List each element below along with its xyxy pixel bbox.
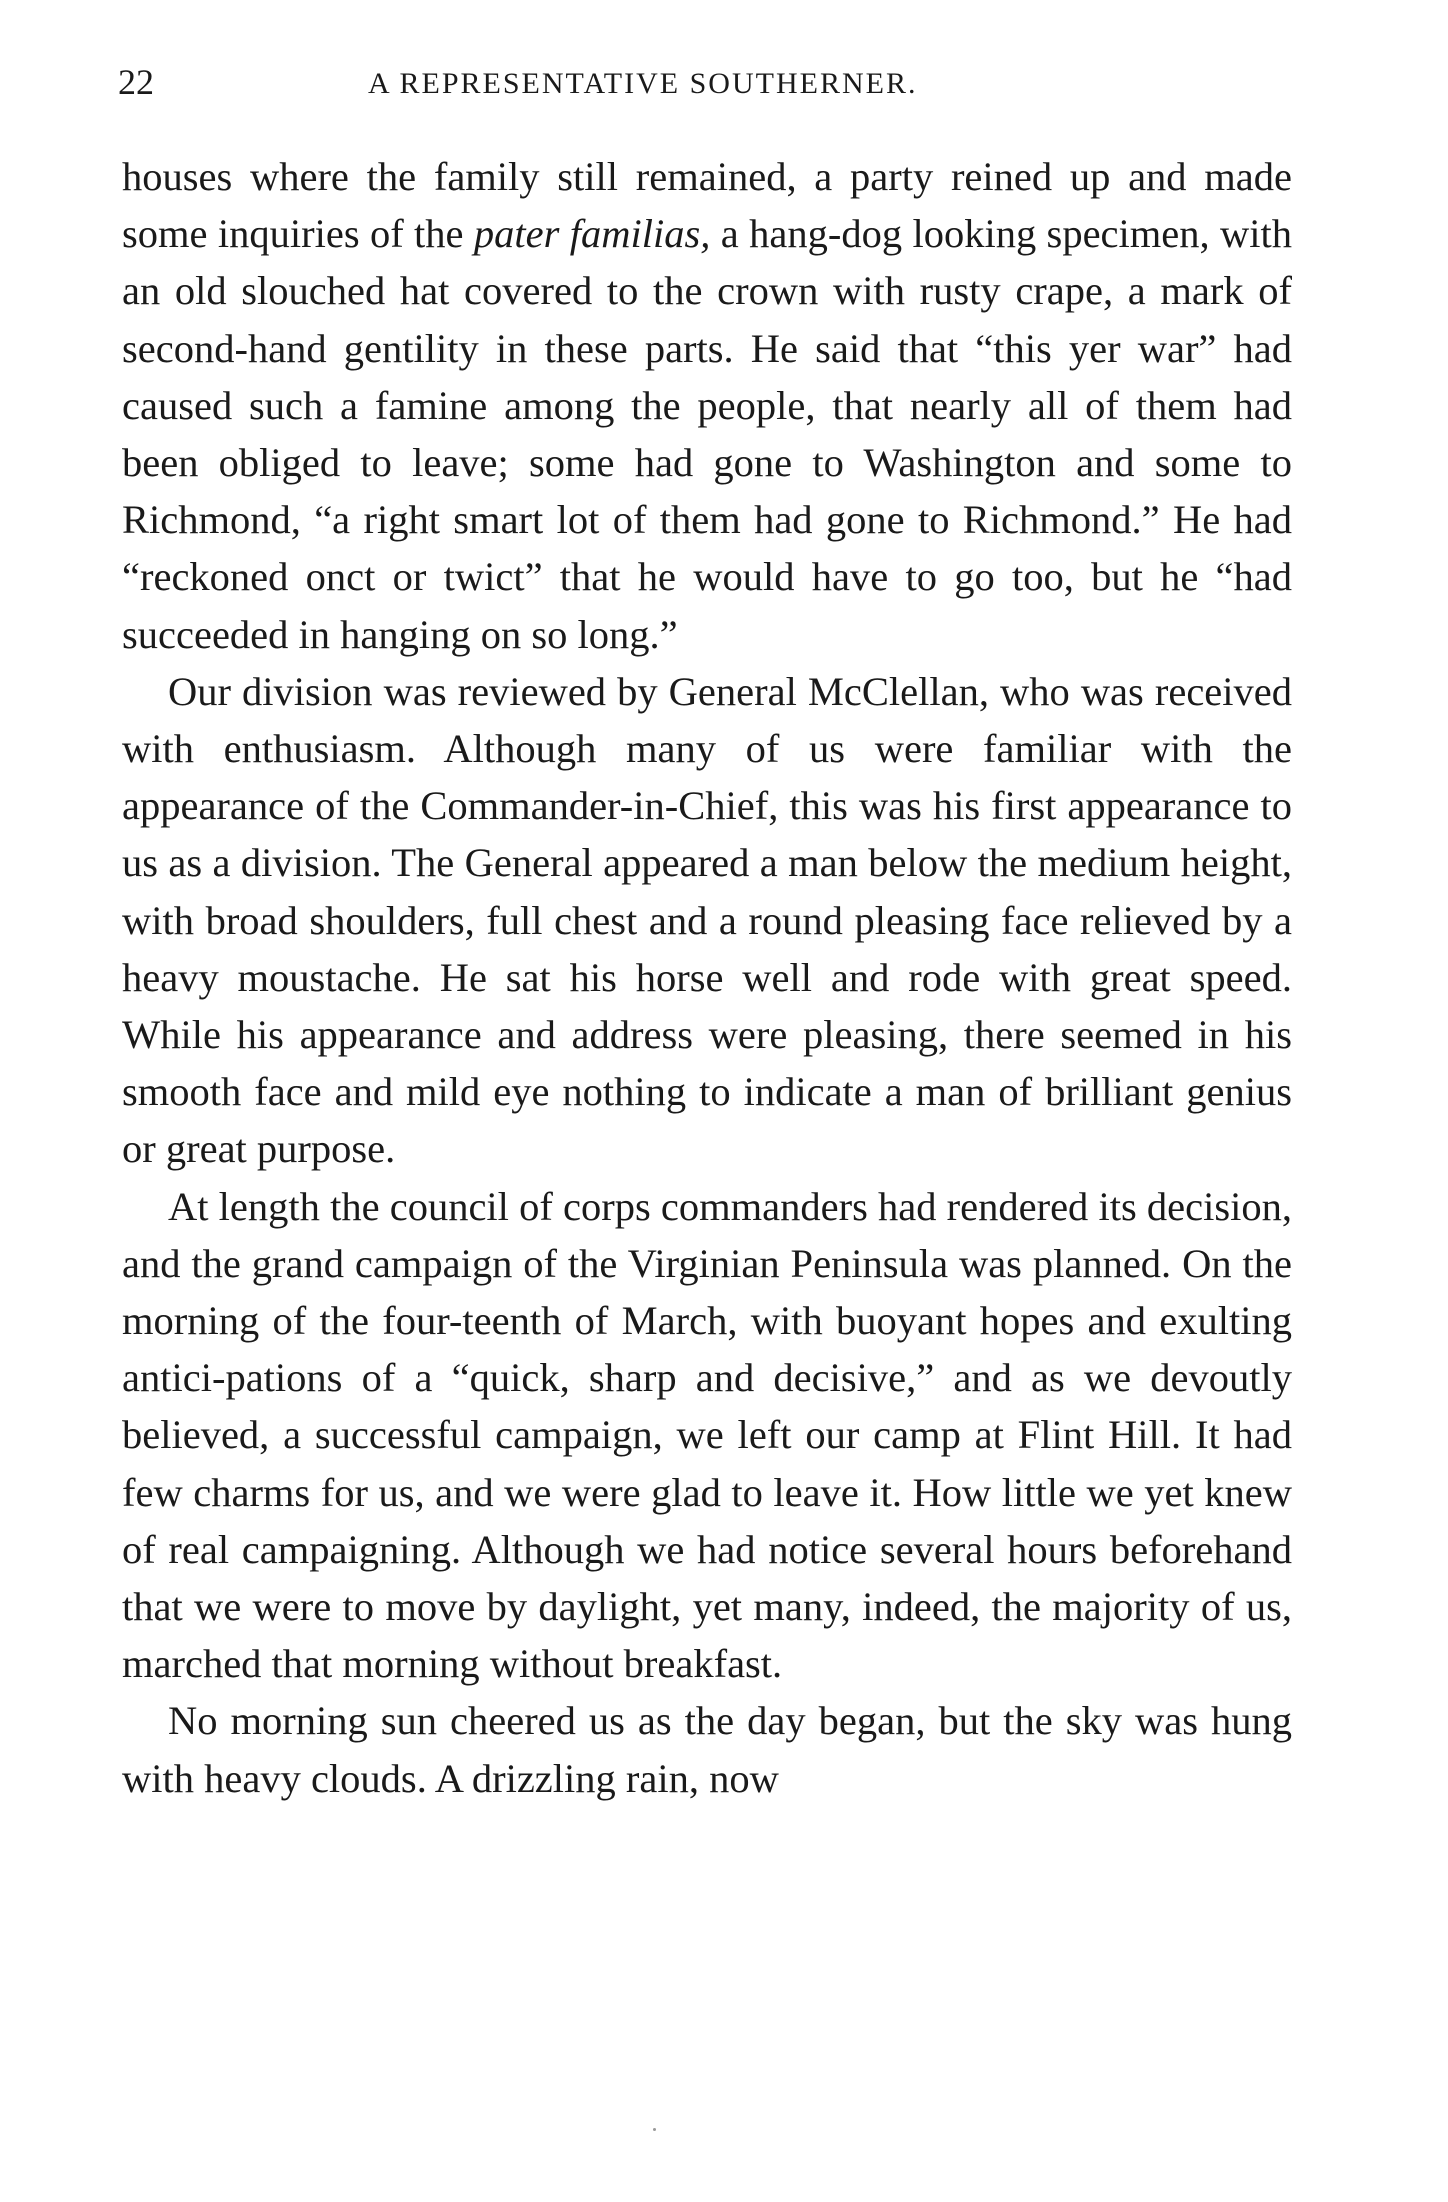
text-segment: Our division was reviewed by General McClellan, who was received with enthusiasm. Although many of us were familiar with the appearance of the Commander-in-Chief, this was his first appearance to us as a division. The General appeared a man below the medium height, with broad shoulders, full chest and a round pleasing face relieved by a heavy moustache. He sat his horse well and rode with great speed. While his appearance and address were pleasing, there seemed in his smooth face and mild eye nothing to indicate a man of brilliant genius or great purpose. [122,668,1292,1172]
running-title: A REPRESENTATIVE SOUTHERNER. [368,67,918,100]
text-segment: No morning sun cheered us as the day began, but the sky was hung with heavy clouds. A drizzling rain, now [122,1698,1292,1801]
paragraph-continuation [122,148,1292,663]
running-head [118,62,1318,102]
text-segment: a hang-dog looking specimen, with an old slouched hat covered to the crown with rusty crape, a mark of second-hand gentility in these parts. He said that “this yer war” had caused such a famine among the people, that nearly all of them had been obliged to leave; some had gone to Washington and some to Richmond, “a right smart lot of them had gone to Richmond.” He had “reckoned onct or twict” that he would have to go too, but he “had succeeded in hanging on so long.” [122,211,1292,657]
page-number: 22 [118,62,154,102]
body-text [122,148,1292,1807]
paragraph-campaign-planned [122,1178,1292,1693]
text-segment: At length the council of corps commanders had rendered its decision, and the grand campaign of the Virginian Peninsula was planned. On the morning of the four-teenth of March, with buoyant hopes and exulting antici-pations of a “quick, sharp and decisive,” and as we devoutly believed, a successful campaign, we left our camp at Flint Hill. It had few charms for us, and we were glad to leave it. How little we yet knew of real campaigning. Although we had notice several hours beforehand that we were to move by daylight, yet many, indeed, the majority of us, marched that morning without breakfast. [122,1183,1292,1687]
italic-phrase: pater familias, [473,211,711,257]
paragraph-mcclellan-review [122,663,1292,1178]
paragraph-morning-rain [122,1692,1292,1806]
print-speck [653,2128,656,2131]
text-segment: houses where the family still remained, a party reined up and made some inquiries of the [122,154,1292,257]
